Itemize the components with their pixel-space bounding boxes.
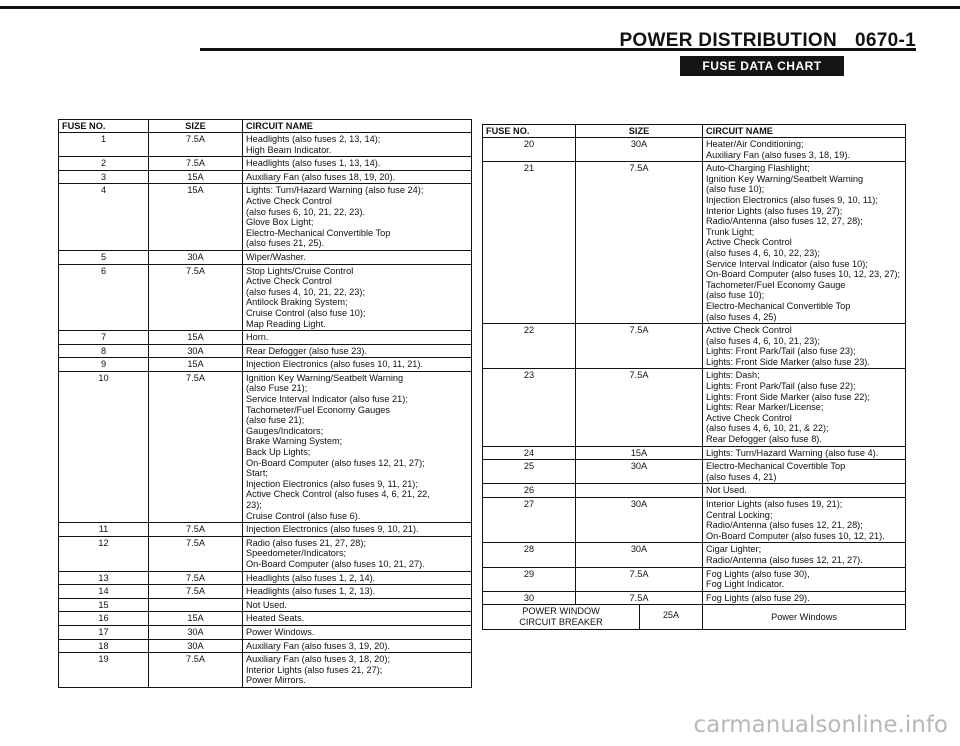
- fuse-size-cell: 15A: [576, 446, 703, 460]
- circuit-name-cell: Auto-Charging Flashlight; Ignition Key Warning/Seatbelt Warning (also fuse 10); Injection Electronics (also fuses 9, 10, 11); Interior Lights (also fuses 19, 27); Radio/Antenna (also fuses 12, 27, 28); Trunk Light; Active Check Control (also fuses 4, 6, 10, 22, 23); Service Interval Indicator (also fuse 10); On-Board Computer (also fuses 10, 12, 23, 27); Tachometer/Fuel Economy Gauge (also fuse 10); Electro-Mechanical Convertible Top (also fuses 4, 25): [703, 162, 906, 324]
- table-row: [483, 591, 906, 605]
- fuse-size-cell: 15A: [149, 331, 243, 345]
- table-row: [483, 162, 906, 324]
- right-fuse-table: [482, 124, 906, 630]
- column-header-size: SIZE: [576, 125, 703, 138]
- fuse-size-cell: 30A: [149, 344, 243, 358]
- table-row: [59, 625, 472, 639]
- table-row: [59, 571, 472, 585]
- table-row: [59, 612, 472, 626]
- table-row: [483, 138, 906, 162]
- table-row: [59, 536, 472, 571]
- fuse-size-cell: 7.5A: [576, 369, 703, 446]
- section-code: 0670-1: [855, 30, 916, 51]
- table-row: [483, 498, 906, 543]
- fuse-size-cell: 15A: [149, 170, 243, 184]
- circuit-name-cell: Interior Lights (also fuses 19, 21); Central Locking; Radio/Antenna (also fuses 12, 21, 28); On-Board Computer (also fuses 10, 12, 21).: [703, 498, 906, 543]
- fuse-size-cell: 7.5A: [149, 536, 243, 571]
- fuse-number-cell: 9: [59, 358, 149, 372]
- circuit-name-cell: Fog Lights (also fuse 30), Fog Light Indicator.: [703, 567, 906, 591]
- fuse-number-cell: 3: [59, 170, 149, 184]
- column-header-circuit: CIRCUIT NAME: [243, 120, 472, 133]
- circuit-name-cell: Ignition Key Warning/Seatbelt Warning (also Fuse 21); Service Interval Indicator (also fuse 21); Tachometer/Fuel Economy Gauges (also fuse 21); Gauges/Indicators; Brake Warning System; Back Up Lights; On-Board Computer (also fuses 12, 21, 27); Start; Injection Electronics (also fuses 9, 11, 21); Active Check Control (also fuses 4, 6, 21, 22, 23); Cruise Control (also fuse 6).: [243, 371, 472, 522]
- breaker-circuit: Power Windows: [703, 605, 906, 629]
- circuit-name-cell: Rear Defogger (also fuse 23).: [243, 344, 472, 358]
- circuit-name-cell: Auxiliary Fan (also fuses 3, 18, 20); Interior Lights (also fuses 21, 27); Power Mirrors.: [243, 653, 472, 688]
- fuse-number-cell: 5: [59, 250, 149, 264]
- table-row: [59, 170, 472, 184]
- table-row: [59, 157, 472, 171]
- fuse-size-cell: [576, 484, 703, 498]
- fuse-number-cell: 19: [59, 653, 149, 688]
- fuse-number-cell: 16: [59, 612, 149, 626]
- table-row: [59, 358, 472, 372]
- fuse-number-cell: 17: [59, 625, 149, 639]
- fuse-size-cell: 30A: [149, 250, 243, 264]
- fuse-number-cell: 11: [59, 523, 149, 537]
- fuse-size-cell: 30A: [576, 138, 703, 162]
- fuse-size-cell: 7.5A: [149, 264, 243, 331]
- breaker-size: 25A: [662, 610, 680, 621]
- fuse-number-cell: 24: [483, 446, 576, 460]
- fuse-size-cell: 15A: [149, 358, 243, 372]
- section-title: POWER DISTRIBUTION: [619, 30, 838, 51]
- fuse-size-cell: 7.5A: [149, 157, 243, 171]
- table-row: [59, 264, 472, 331]
- table-header-row: [59, 120, 472, 133]
- fuse-number-cell: 13: [59, 571, 149, 585]
- breaker-label: POWER WINDOW CIRCUIT BREAKER: [483, 605, 640, 628]
- table-row: [59, 598, 472, 612]
- circuit-name-cell: Headlights (also fuses 1, 2, 14).: [243, 571, 472, 585]
- fuse-size-cell: 7.5A: [149, 133, 243, 157]
- fuse-number-cell: 22: [483, 324, 576, 369]
- column-header-circuit: CIRCUIT NAME: [703, 125, 906, 138]
- page-title: [601, 30, 916, 52]
- table-row: [483, 369, 906, 446]
- fuse-number-cell: 26: [483, 484, 576, 498]
- circuit-name-cell: Cigar Lighter; Radio/Antenna (also fuses 12, 21, 27).: [703, 543, 906, 567]
- table-row: [59, 653, 472, 688]
- fuse-number-cell: 15: [59, 598, 149, 612]
- fuse-number-cell: 20: [483, 138, 576, 162]
- fuse-number-cell: 10: [59, 371, 149, 522]
- fuse-number-cell: 21: [483, 162, 576, 324]
- fuse-size-cell: 30A: [149, 639, 243, 653]
- fuse-size-cell: 7.5A: [149, 371, 243, 522]
- table-row: [483, 446, 906, 460]
- fuse-size-cell: 30A: [576, 460, 703, 484]
- fuse-size-cell: 7.5A: [576, 591, 703, 605]
- circuit-name-cell: Headlights (also fuses 2, 13, 14); High Beam Indicator.: [243, 133, 472, 157]
- circuit-name-cell: Not Used.: [703, 484, 906, 498]
- circuit-name-cell: Lights: Turn/Hazard Warning (also fuse 24); Active Check Control (also fuses 6, 10, 21, 22, 23). Glove Box Light; Electro-Mechanical Convertible Top (also fuses 21, 25).: [243, 184, 472, 251]
- fuse-size-cell: 7.5A: [149, 653, 243, 688]
- breaker-row: [483, 605, 906, 629]
- right-table-body: [483, 138, 906, 605]
- circuit-name-cell: Headlights (also fuses 1, 13, 14).: [243, 157, 472, 171]
- fuse-number-cell: 14: [59, 585, 149, 599]
- left-table-body: [59, 133, 472, 688]
- table-row: [59, 585, 472, 599]
- fuse-number-cell: 27: [483, 498, 576, 543]
- fuse-size-cell: 15A: [149, 612, 243, 626]
- circuit-name-cell: Lights: Dash; Lights: Front Park/Tail (also fuse 22); Lights: Front Side Marker (also fuse 22); Lights: Rear Marker/License; Active Check Control (also fuses 4, 6, 10, 21, & 22); Rear Defogger (also fuse 8).: [703, 369, 906, 446]
- circuit-name-cell: Not Used.: [243, 598, 472, 612]
- fuse-number-cell: 2: [59, 157, 149, 171]
- table-row: [59, 344, 472, 358]
- fuse-size-cell: 15A: [149, 184, 243, 251]
- circuit-name-cell: Heater/Air Conditioning; Auxiliary Fan (also fuses 3, 18, 19).: [703, 138, 906, 162]
- circuit-name-cell: Stop Lights/Cruise Control Active Check Control (also fuses 4, 10, 21, 22, 23); Antilock Braking System; Cruise Control (also fuse 10); Map Reading Light.: [243, 264, 472, 331]
- table-row: [483, 543, 906, 567]
- fuse-size-cell: 7.5A: [576, 324, 703, 369]
- left-fuse-table: [58, 119, 472, 688]
- fuse-size-cell: 7.5A: [149, 585, 243, 599]
- table-row: [59, 133, 472, 157]
- breaker-cell: [483, 605, 703, 629]
- circuit-name-cell: Power Windows.: [243, 625, 472, 639]
- fuse-number-cell: 18: [59, 639, 149, 653]
- fuse-size-cell: [149, 598, 243, 612]
- table-row: [59, 250, 472, 264]
- table-row: [59, 639, 472, 653]
- column-header-fuse: FUSE NO.: [59, 120, 149, 133]
- circuit-name-cell: Injection Electronics (also fuses 10, 11, 21).: [243, 358, 472, 372]
- circuit-name-cell: Wiper/Washer.: [243, 250, 472, 264]
- table-row: [483, 567, 906, 591]
- table-row: [483, 324, 906, 369]
- fuse-number-cell: 12: [59, 536, 149, 571]
- fuse-number-cell: 1: [59, 133, 149, 157]
- circuit-name-cell: Heated Seats.: [243, 612, 472, 626]
- table-row: [483, 484, 906, 498]
- table-row: [59, 371, 472, 522]
- circuit-name-cell: Active Check Control (also fuses 4, 6, 10, 21, 23); Lights: Front Park/Tail (also fuse 23); Lights: Front Side Marker (also fuse 23).: [703, 324, 906, 369]
- fuse-number-cell: 29: [483, 567, 576, 591]
- circuit-name-cell: Headlights (also fuses 1, 2, 13).: [243, 585, 472, 599]
- fuse-number-cell: 25: [483, 460, 576, 484]
- fuse-size-cell: 7.5A: [576, 567, 703, 591]
- fuse-size-cell: 30A: [149, 625, 243, 639]
- circuit-name-cell: Auxiliary Fan (also fuses 18, 19, 20).: [243, 170, 472, 184]
- fuse-size-cell: 7.5A: [149, 523, 243, 537]
- column-header-fuse: FUSE NO.: [483, 125, 576, 138]
- fuse-chart-badge: FUSE DATA CHART: [680, 56, 844, 76]
- fuse-number-cell: 30: [483, 591, 576, 605]
- fuse-size-cell: 30A: [576, 498, 703, 543]
- table-row: [59, 523, 472, 537]
- circuit-name-cell: Horn.: [243, 331, 472, 345]
- circuit-name-cell: Electro-Mechanical Covertible Top (also fuses 4, 21): [703, 460, 906, 484]
- fuse-size-cell: 7.5A: [149, 571, 243, 585]
- fuse-number-cell: 4: [59, 184, 149, 251]
- table-row: [59, 184, 472, 251]
- circuit-name-cell: Auxiliary Fan (also fuses 3, 19, 20).: [243, 639, 472, 653]
- watermark: carmanualsonline.info: [693, 712, 948, 738]
- fuse-number-cell: 28: [483, 543, 576, 567]
- circuit-name-cell: Injection Electronics (also fuses 9, 10, 21).: [243, 523, 472, 537]
- table-row: [483, 460, 906, 484]
- top-rule: [0, 6, 960, 9]
- circuit-name-cell: Fog Lights (also fuse 29).: [703, 591, 906, 605]
- fuse-number-cell: 7: [59, 331, 149, 345]
- circuit-name-cell: Radio (also fuses 21, 27, 28); Speedometer/Indicators; On-Board Computer (also fuses 10, 21, 27).: [243, 536, 472, 571]
- table-row: [59, 331, 472, 345]
- fuse-number-cell: 8: [59, 344, 149, 358]
- circuit-name-cell: Lights: Turn/Hazard Warning (also fuse 4).: [703, 446, 906, 460]
- fuse-number-cell: 6: [59, 264, 149, 331]
- fuse-number-cell: 23: [483, 369, 576, 446]
- fuse-size-cell: 30A: [576, 543, 703, 567]
- column-header-size: SIZE: [149, 120, 243, 133]
- table-header-row: [483, 125, 906, 138]
- fuse-size-cell: 7.5A: [576, 162, 703, 324]
